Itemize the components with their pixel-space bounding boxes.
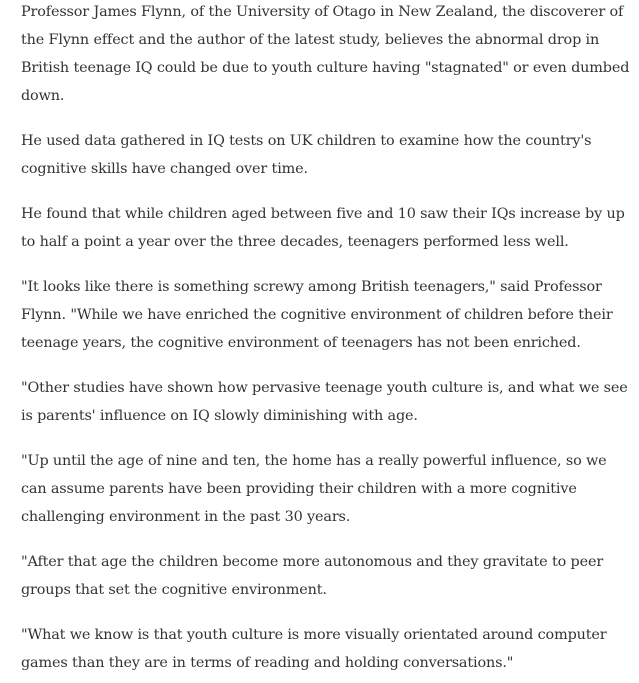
article-paragraph: "Up until the age of nine and ten, the home has a really powerful influence, so we can assume parents have been providing their children with a more cognitive challenging environment in the past 30 years. <box>21 453 607 525</box>
article-paragraph: He used data gathered in IQ tests on UK children to examine how the country's cognitive skills have changed over time. <box>21 133 592 177</box>
article-paragraph: "It looks like there is something screwy among British teenagers," said Professor Flynn. "While we have enriched the cognitive environment of children before their teenage years, the cognitive environment of teenagers has not been enriched. <box>21 279 613 351</box>
article-paragraph: "What we know is that youth culture is more visually orientated around computer games than they are in terms of reading and holding conversations." <box>21 627 607 671</box>
article-paragraph: He found that while children aged between five and 10 saw their IQs increase by up to half a point a year over the three decades, teenagers performed less well. <box>21 206 625 250</box>
article-paragraph: Professor James Flynn, of the University of Otago in New Zealand, the discoverer of the Flynn effect and the author of the latest study, believes the abnormal drop in British teenage IQ could be due to youth culture having "stagnated" or even dumbed down. <box>21 4 630 104</box>
article-paragraph: "After that age the children become more autonomous and they gravitate to peer groups that set the cognitive environment. <box>21 554 604 598</box>
article-paragraph: "Other studies have shown how pervasive teenage youth culture is, and what we see is parents' influence on IQ slowly diminishing with age. <box>21 380 628 424</box>
